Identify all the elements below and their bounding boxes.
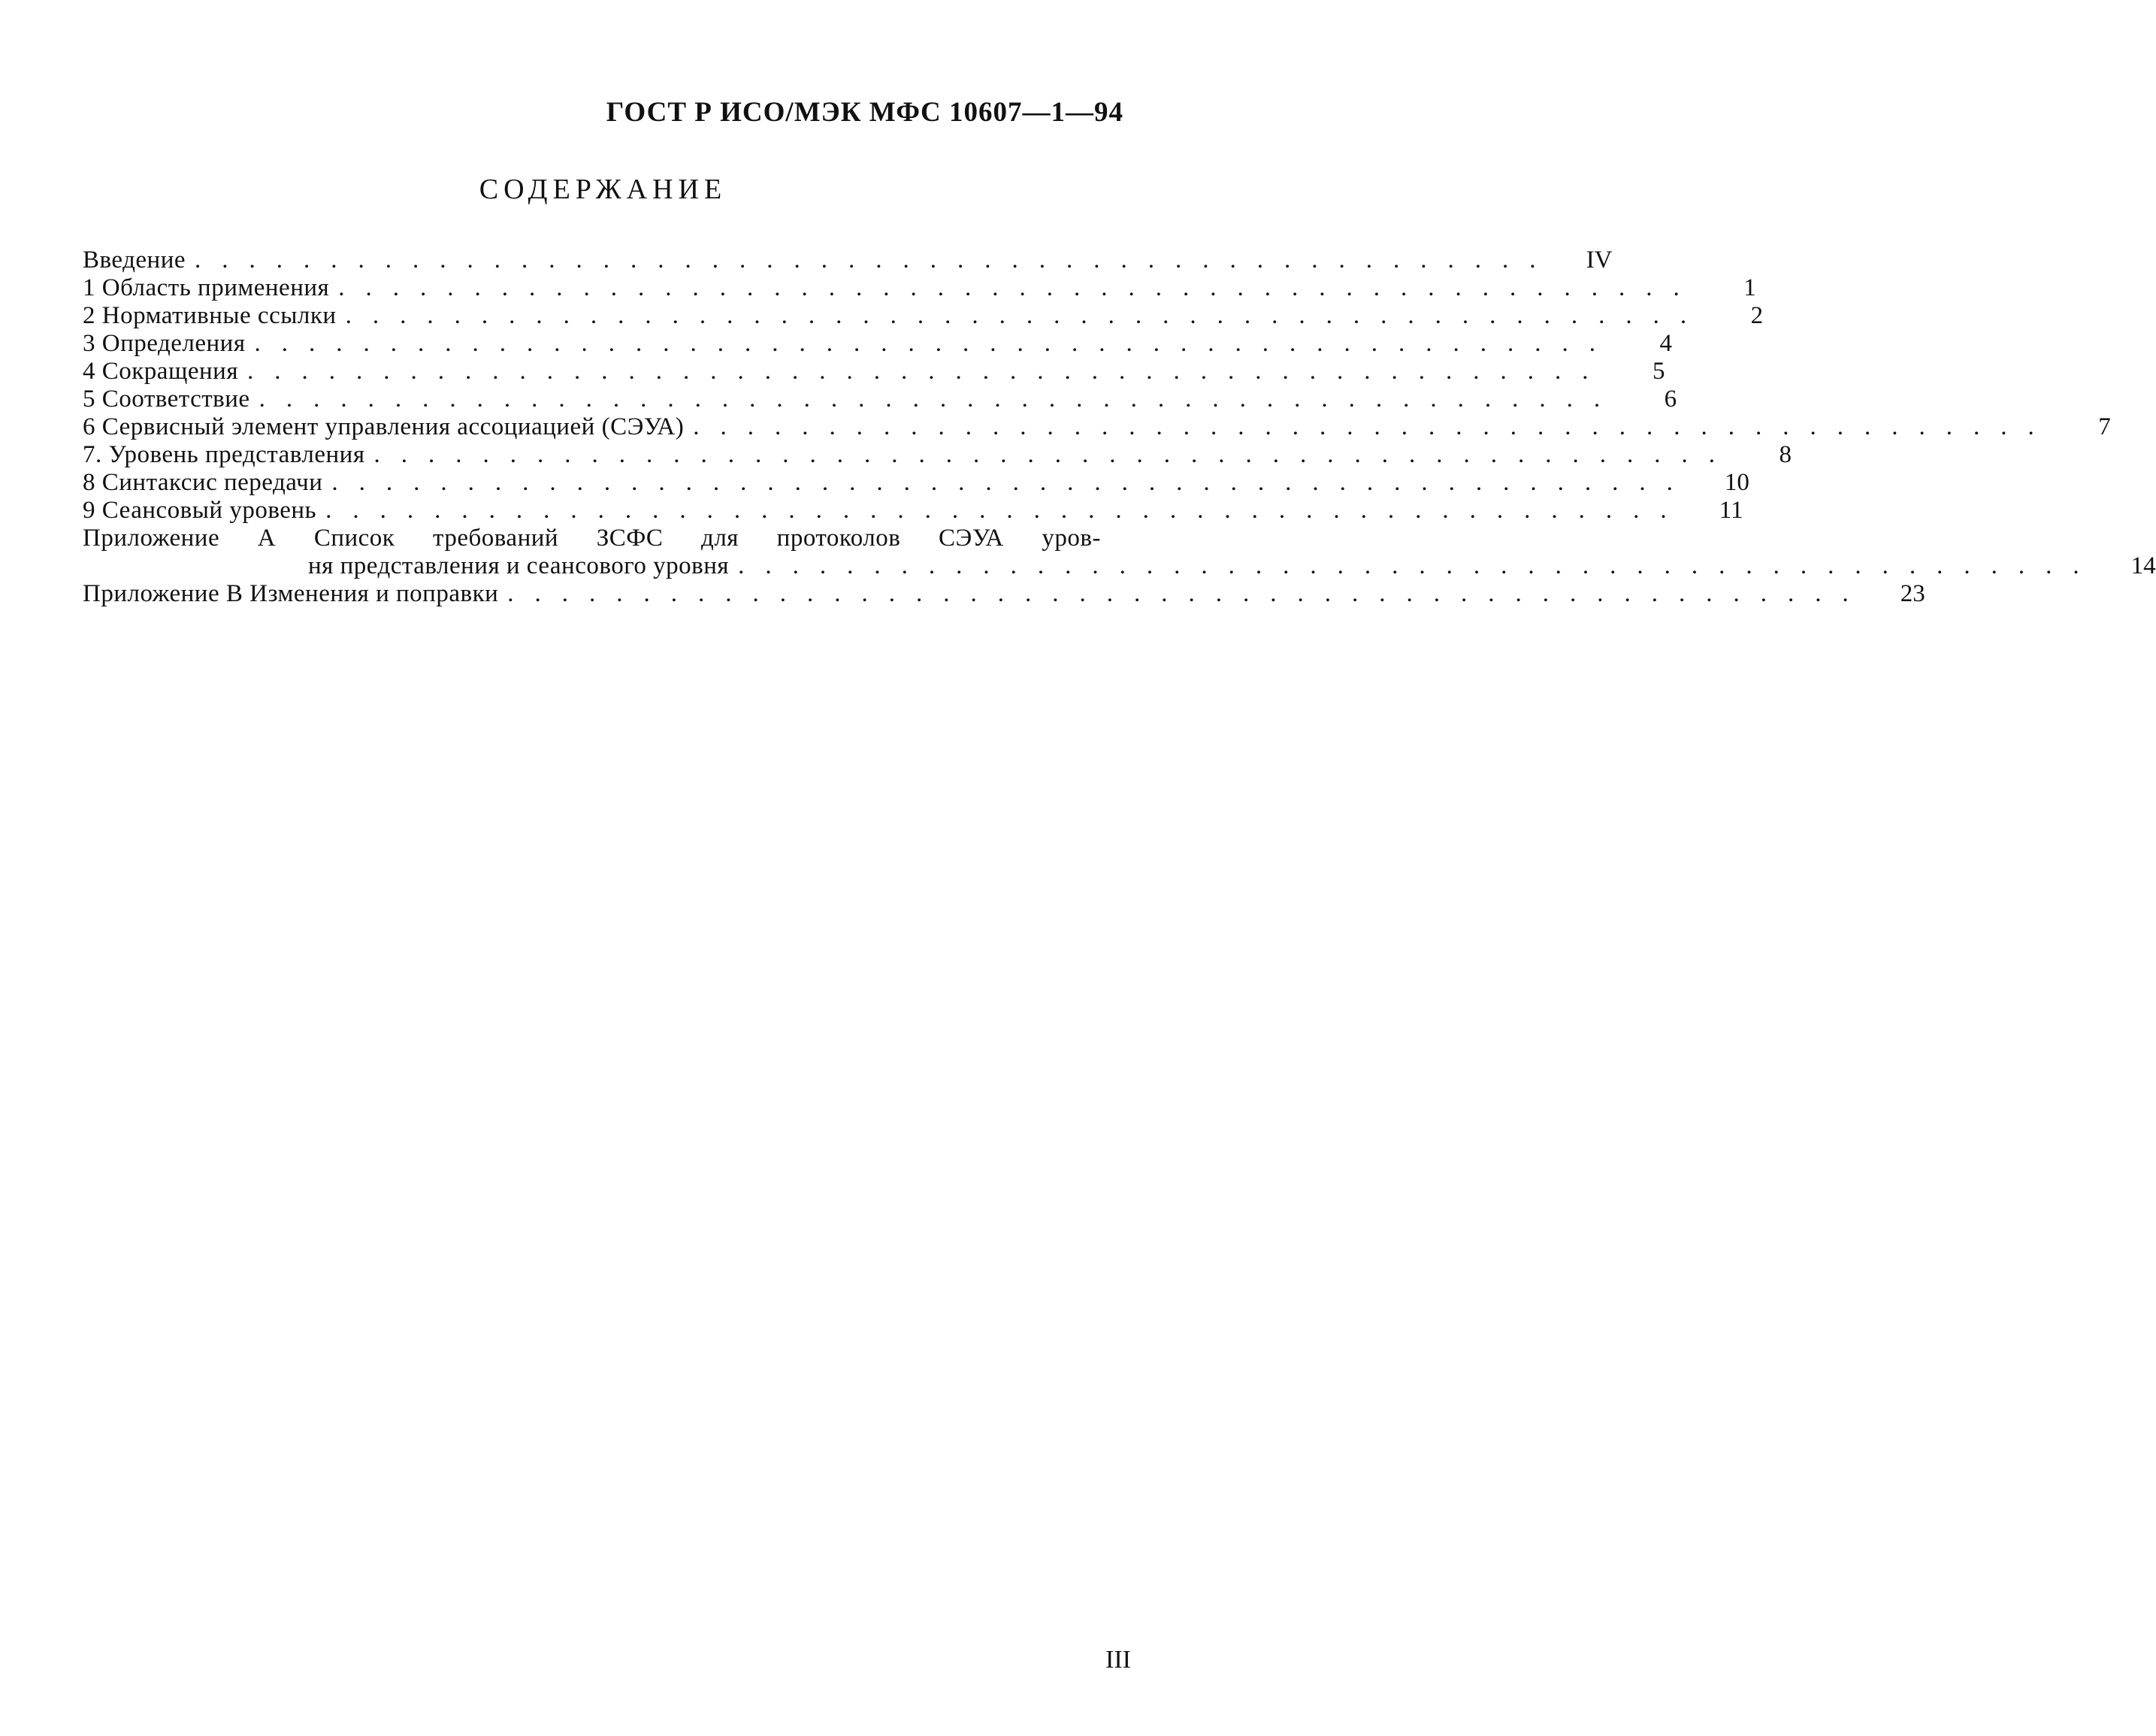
toc-leader-dots: .................................................. [693, 413, 2055, 440]
toc-item-label: 2 Нормативные ссылки [83, 302, 337, 329]
toc-item-abbreviations[interactable] [83, 358, 1665, 386]
document-code: ГОСТ Р ИСО/МЭК МФС 10607—1—94 [606, 97, 1123, 128]
toc-item-transfer-syntax[interactable] [83, 469, 1749, 497]
toc-item-page: 2 [1750, 302, 1764, 329]
toc-item-page: 23 [1900, 580, 1925, 607]
toc-item-annex-a-continued[interactable] [83, 552, 2156, 580]
toc-item-page: 5 [1653, 358, 1665, 385]
toc-leader-dots: .................................................. [195, 246, 1557, 274]
toc-title: СОДЕРЖАНИЕ [479, 174, 727, 205]
toc-item-session-layer[interactable] [83, 497, 1743, 525]
toc-item-label: Приложение А Список требований ЗСФС для протоколов СЭУА уров- [83, 525, 1101, 552]
toc-item-label: 7. Уровень представления [83, 441, 365, 468]
toc-item-page: 10 [1724, 469, 1749, 496]
toc-item-page: IV [1586, 246, 1613, 274]
toc-leader-dots: .................................................. [247, 358, 1610, 385]
toc-leader-dots: .................................................. [338, 274, 1701, 301]
toc-item-page: 14 [2130, 552, 2156, 579]
toc-item-label: 5 Соответствие [83, 386, 250, 413]
toc-item-page: 4 [1659, 330, 1673, 357]
toc-item-page: 1 [1743, 274, 1756, 301]
toc-item-page: 11 [1719, 497, 1743, 524]
toc-item-label: 8 Синтаксис передачи [83, 469, 323, 496]
toc-leader-dots: .................................................. [254, 330, 1617, 357]
toc-leader-dots: .................................................. [507, 580, 1870, 607]
toc-item-page: 8 [1779, 441, 1792, 468]
toc-leader-dots: .................................................. [331, 469, 1694, 496]
toc-item-annex-a[interactable] [83, 525, 1140, 552]
toc-item-label: 4 Сокращения [83, 358, 238, 385]
toc-item-label: Введение [83, 246, 186, 274]
toc-item-label: 9 Сеансовый уровень [83, 497, 317, 524]
toc-leader-dots: .................................................. [373, 441, 1736, 468]
toc-item-conformance[interactable] [83, 386, 1677, 413]
toc-item-introduction[interactable] [83, 246, 1613, 274]
toc-item-page: 7 [2098, 413, 2111, 440]
toc-item-page: 6 [1664, 386, 1677, 413]
toc-item-acse[interactable] [83, 413, 2111, 441]
page-number: III [1105, 1646, 1131, 1674]
toc-item-definitions[interactable] [83, 330, 1673, 358]
toc-item-annex-b[interactable] [83, 580, 1925, 608]
toc-item-label: 1 Область применения [83, 274, 330, 301]
toc-leader-dots: .................................................. [345, 302, 1708, 329]
toc-leader-dots: .................................................. [738, 552, 2100, 579]
toc-leader-dots: .................................................. [325, 497, 1688, 524]
toc-item-scope[interactable] [83, 274, 1756, 302]
toc-item-label-continued: ня представления и сеансового уровня [308, 552, 730, 579]
toc-item-normative-references[interactable] [83, 302, 1764, 330]
toc-item-presentation-layer[interactable] [83, 441, 1792, 469]
toc-leader-dots: .................................................. [259, 386, 1622, 413]
table-of-contents [83, 246, 2156, 608]
toc-item-label: 6 Сервисный элемент управления ассоциацией (СЭУА) [83, 413, 685, 440]
toc-item-label: Приложение В Изменения и поправки [83, 580, 499, 607]
toc-item-label: 3 Определения [83, 330, 246, 357]
